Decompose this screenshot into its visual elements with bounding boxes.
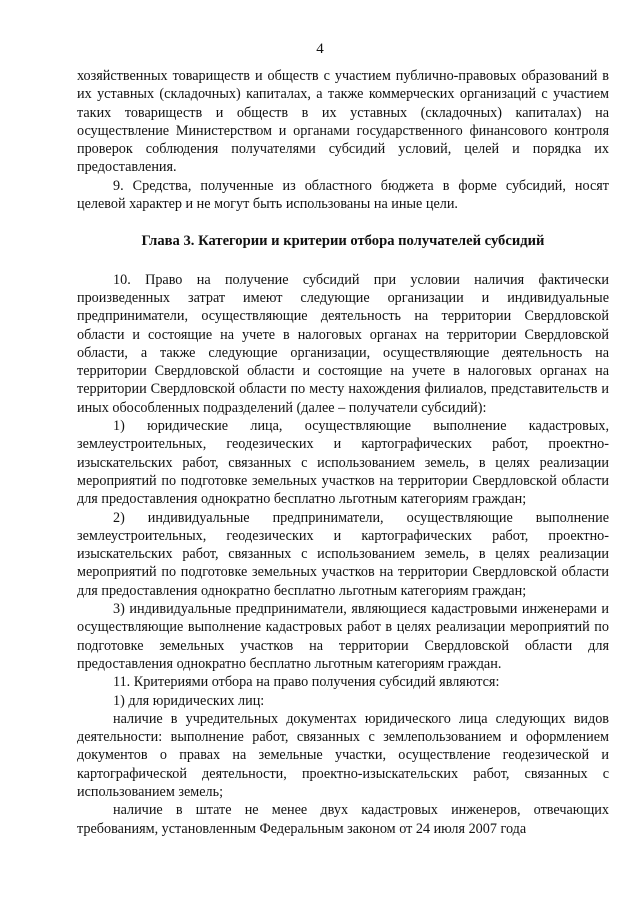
list-item-3: 3) индивидуальные предприниматели, являющиеся кадастровыми инженерами и осуществляющие выполнение кадастровых работ в целях реализации мероприятий по подготовке земельных участков на территории Свердловской области для предоставления однократно бесплатно льготным категориям граждан. <box>77 601 609 672</box>
paragraph-11: 11. Критериями отбора на право получения субсидий являются: <box>113 674 500 691</box>
list-item-2: 2) индивидуальные предприниматели, осуществляющие выполнение землеустроительных, геодезических и картографических работ, проектно-изыскательских работ, связанных с использованием земель, в целях реализации мероприятий по подготовке земельных участков на территории Свердловской области для предоставления однократно бесплатно льготным категориям граждан; <box>77 509 609 599</box>
document-body <box>77 67 609 838</box>
criterion-activities: наличие в учредительных документах юридического лица следующих видов деятельности: выполнение работ, связанных с землепользованием и оформлением документов о правах на земельные участки, осуществление геодезической и картографической деятельности, проектно-изыскательских работ, связанных с использованием земель; <box>77 710 609 800</box>
list-item-1: 1) юридические лица, осуществляющие выполнение кадастровых, землеустроительных, геодезических и картографических работ, проектно-изыскательских работ, связанных с использованием земель, в целях реализации мероприятий по подготовке земельных участков на территории Свердловской области для предоставления однократно бесплатно льготным категориям граждан; <box>77 418 609 508</box>
paragraph-10: 10. Право на получение субсидий при условии наличия фактически произведенных затрат имеют следующие организации и индивидуальные предприниматели, осуществляющие деятельность на территории Свердловской области и состоящие на учете в налоговых органах на территории Свердловской области, а также следующие организации, осуществляющие деятельность на территории Свердловской области и состоящие на учете в налоговых органах на территории Свердловской области по месту нахождения филиалов, представительств и иных обособленных подразделений (далее – получатели субсидий): <box>77 271 609 416</box>
paragraph-continuation: хозяйственных товариществ и обществ с участием публично-правовых образований в их уставных (складочных) капиталах, а также коммерческих организаций с участием таких товариществ и обществ в их уставных (складочных) капиталах) на осуществление Министерством и органами государственного финансового контроля проверок соблюдения получателями субсидий условий, целей и порядка их предоставления. <box>77 68 609 176</box>
page-number: 4 <box>316 41 324 57</box>
paragraph-9: 9. Средства, полученные из областного бюджета в форме субсидий, носят целевой характер и не могут быть использованы на иные цели. <box>77 177 609 213</box>
chapter-heading: Глава 3. Категории и критерии отбора получателей субсидий <box>141 233 545 250</box>
criterion-staff: наличие в штате не менее двух кадастровых инженеров, отвечающих требованиям, установленным Федеральным законом от 24 июля 2007 года <box>77 802 609 837</box>
criteria-legal-entities: 1) для юридических лиц: <box>113 692 265 709</box>
